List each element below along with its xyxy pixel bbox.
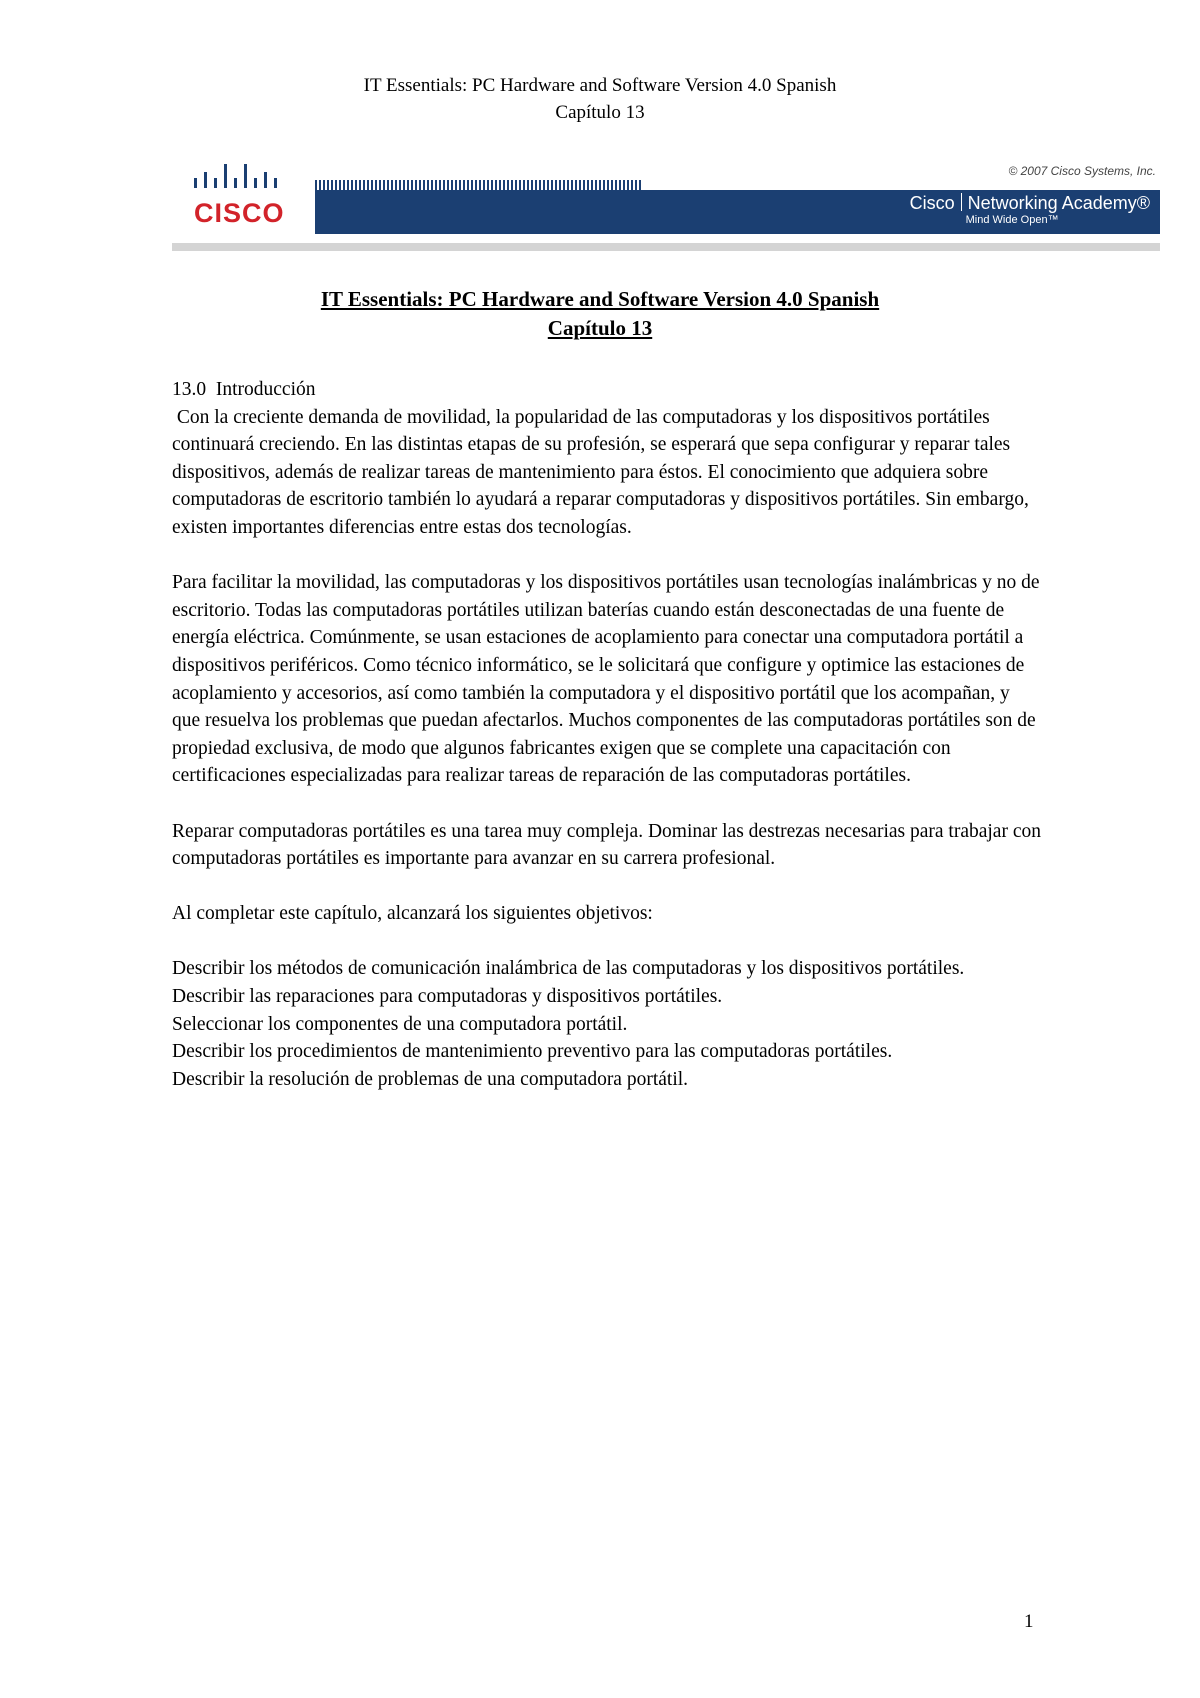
document-title (0, 285, 1200, 343)
objective-item: Seleccionar los componentes de una computadora portátil. (172, 1013, 628, 1035)
tick-mark (619, 180, 621, 190)
tick-mark (427, 180, 429, 190)
tick-mark (443, 180, 445, 190)
tick-mark (527, 180, 529, 190)
tick-mark (411, 180, 413, 190)
tick-mark (351, 180, 353, 190)
tick-mark (535, 180, 537, 190)
section-heading: 13.0 Introducción (172, 379, 316, 400)
cisco-logo (192, 158, 285, 228)
paragraph-4: Al completar este capítulo, alcanzará los siguientes objetivos: (172, 903, 653, 925)
cisco-banner (172, 150, 1160, 252)
tick-mark (539, 180, 541, 190)
tick-mark (439, 180, 441, 190)
tick-mark (511, 180, 513, 190)
tick-mark (331, 180, 333, 190)
tick-mark (551, 180, 553, 190)
tick-mark (435, 180, 437, 190)
tick-mark (583, 180, 585, 190)
tick-mark (515, 180, 517, 190)
tick-mark (567, 180, 569, 190)
running-header (0, 72, 1200, 126)
cisco-wordmark: CISCO (194, 198, 285, 228)
banner-rule (172, 243, 1160, 251)
academy-brand-cisco: Cisco (909, 193, 955, 213)
page-number: 1 (1024, 1611, 1034, 1632)
tick-mark (635, 180, 637, 190)
tick-mark (503, 180, 505, 190)
tick-mark (399, 180, 401, 190)
tick-mark (491, 180, 493, 190)
tick-mark (339, 180, 341, 190)
paragraph-1: Con la creciente demanda de movilidad, la popularidad de las computadoras y los dispositivos portátiles continuará creciendo. En las distintas etapas de su profesión, se esperará que sepa configurar y reparar tales dispositivos, además de realizar tareas de mantenimiento para éstos. El conocimiento que adquiera sobre computadoras de escritorio también lo ayudará a reparar computadoras y dispositivos portátiles. Sin embargo, existen importantes diferencias entre estas dos tecnologías. (172, 406, 1034, 538)
tick-mark (607, 180, 609, 190)
tick-mark (447, 180, 449, 190)
objective-item: Describir las reparaciones para computadoras y dispositivos portátiles. (172, 986, 723, 1008)
tick-mark (367, 180, 369, 190)
document-body (172, 376, 1042, 1093)
tick-mark (467, 180, 469, 190)
tick-mark (355, 180, 357, 190)
tick-mark (571, 180, 573, 190)
tick-mark (423, 180, 425, 190)
tick-mark (595, 180, 597, 190)
academy-name: Networking Academy® (967, 193, 1150, 213)
title-line2: Capítulo 13 (547, 316, 653, 340)
objectives-list (172, 955, 1042, 1093)
tick-mark (419, 180, 421, 190)
tick-mark (531, 180, 533, 190)
tick-mark (487, 180, 489, 190)
tick-mark (387, 180, 389, 190)
tick-mark (315, 180, 317, 190)
tick-mark (495, 180, 497, 190)
tick-mark (639, 180, 641, 190)
tick-mark (543, 180, 545, 190)
tick-mark (555, 180, 557, 190)
tick-mark (471, 180, 473, 190)
tick-mark (403, 180, 405, 190)
tick-mark (483, 180, 485, 190)
tick-mark (395, 180, 397, 190)
cisco-bridge-icon (192, 158, 284, 196)
tick-mark (343, 180, 345, 190)
tick-strip-graphic (315, 180, 645, 190)
tick-mark (615, 180, 617, 190)
title-line1: IT Essentials: PC Hardware and Software Version 4.0 Spanish (320, 287, 880, 311)
objective-item: Describir los procedimientos de mantenimiento preventivo para las computadoras portátiles. (172, 1041, 893, 1063)
tick-mark (415, 180, 417, 190)
tick-mark (579, 180, 581, 190)
tick-mark (475, 180, 477, 190)
tick-mark (591, 180, 593, 190)
paragraph-2: Para facilitar la movilidad, las computadoras y los dispositivos portátiles usan tecnologías inalámbricas y no de escritorio. Todas las computadoras portátiles utilizan baterías cuando están desconectadas de una fuente de energía eléctrica. Comúnmente, se usan estaciones de acoplamiento para conectar una computadora portátil a dispositivos periféricos. Como técnico informático, se le solicitará que configure y optimice las estaciones de acoplamiento y accesorios, así como también la computadora y el dispositivo portátil que los acompañan, y que resuelva los problemas que puedan afectarlos. Muchos componentes de las computadoras portátiles son de propiedad exclusiva, de modo que algunos fabricantes exigen que se complete una capacitación con certificaciones especializadas para realizar tareas de reparación de las computadoras portátiles. (172, 572, 1040, 787)
tick-mark (523, 180, 525, 190)
tick-mark (599, 180, 601, 190)
academy-brand (910, 193, 1150, 227)
tick-mark (323, 180, 325, 190)
tick-mark (451, 180, 453, 190)
tick-mark (391, 180, 393, 190)
tick-mark (327, 180, 329, 190)
objective-item: Describir la resolución de problemas de una computadora portátil. (172, 1068, 689, 1090)
tick-mark (587, 180, 589, 190)
tick-mark (431, 180, 433, 190)
tick-mark (575, 180, 577, 190)
tick-mark (611, 180, 613, 190)
tick-mark (627, 180, 629, 190)
objective-item: Describir los métodos de comunicación inalámbrica de las computadoras y los dispositivos portátiles. (172, 958, 965, 980)
tick-mark (623, 180, 625, 190)
copyright-notice: © 2007 Cisco Systems, Inc. (1008, 164, 1156, 178)
academy-bar (315, 190, 1160, 234)
tick-mark (631, 180, 633, 190)
tick-mark (603, 180, 605, 190)
tick-mark (347, 180, 349, 190)
tick-mark (335, 180, 337, 190)
academy-tagline: Mind Wide Open™ (965, 214, 1059, 226)
tick-mark (519, 180, 521, 190)
tick-mark (363, 180, 365, 190)
tick-mark (371, 180, 373, 190)
tick-mark (479, 180, 481, 190)
running-header-line1: IT Essentials: PC Hardware and Software Version 4.0 Spanish (363, 75, 837, 96)
tick-mark (407, 180, 409, 190)
tick-mark (463, 180, 465, 190)
tick-mark (375, 180, 377, 190)
paragraph-3: Reparar computadoras portátiles es una tarea muy compleja. Dominar las destrezas necesarias para trabajar con computadoras portátiles es importante para avanzar en su carrera profesional. (172, 820, 1041, 870)
tick-mark (459, 180, 461, 190)
running-header-line2: Capítulo 13 (555, 102, 645, 123)
tick-mark (499, 180, 501, 190)
tick-mark (319, 180, 321, 190)
tick-mark (559, 180, 561, 190)
tick-mark (547, 180, 549, 190)
tick-mark (383, 180, 385, 190)
tick-mark (563, 180, 565, 190)
tick-mark (507, 180, 509, 190)
tick-mark (379, 180, 381, 190)
tick-mark (455, 180, 457, 190)
tick-mark (359, 180, 361, 190)
